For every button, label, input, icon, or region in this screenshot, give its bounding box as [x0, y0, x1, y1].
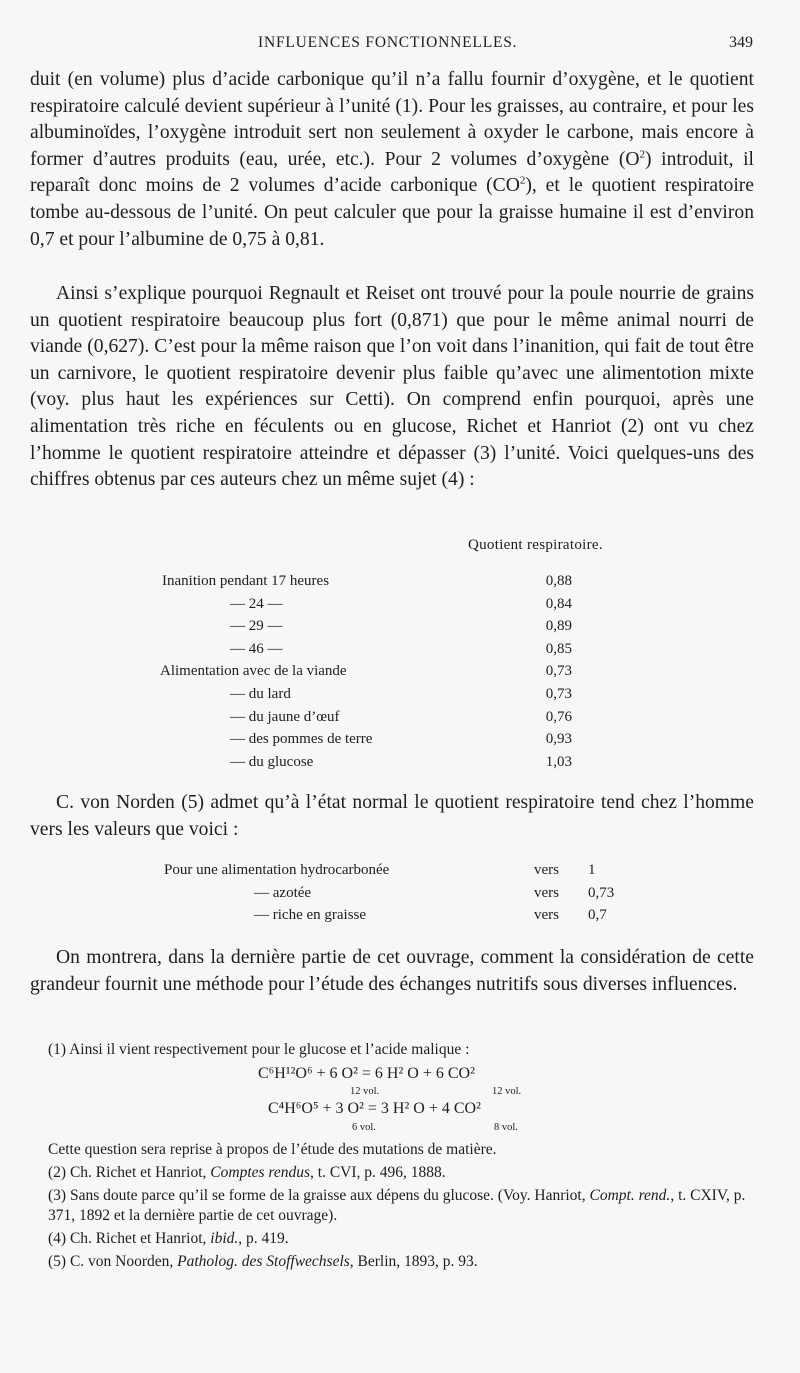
fn4-b: , p. 419. — [238, 1230, 289, 1247]
fn4-title: ibid. — [210, 1230, 239, 1247]
paragraph-2: Ainsi s’explique pourquoi Regnault et Reiset ont trouvé pour la poule nourrie de grains un quotient respiratoire beaucoup plus fort (0,871) que pour le même animal nourri de viande (0,627). C’est pour la même raison que l’on voit dans l’inanition, qui fait de tout être un carnivore, le quotient respiratoire devenir plus faible qu’avec une alimentotion mixte (voy. plus haut les expériences sur Cetti). On comprend enfin pourquoi, après une alimentation très riche en féculents ou en glucose, Richet et Hanriot (2) ont vu chez l’homme le quotient respiratoire atteindre et dépasser (3) l’unité. Voici quelques-uns des chiffres obtenus par ces auteurs chez un même sujet (4) : — [30, 283, 754, 491]
norden-table — [164, 862, 634, 930]
row-value: 0,7 — [588, 907, 607, 924]
equation-malic: C⁴H⁶O⁵ + 3 O² = 3 H² O + 4 CO² — [268, 1100, 481, 1117]
equation-glucose-vol-a: 12 vol. — [350, 1086, 380, 1097]
paragraph-3: C. von Norden (5) admet qu’à l’état normal le quotient respiratoire tend chez l’homme vers les valeurs que voici : — [30, 792, 754, 840]
row-label: — du lard — [230, 685, 291, 702]
footnote-1: (1) Ainsi il vient respectivement pour le glucose et l’acide malique : — [48, 1041, 470, 1058]
p1-sup-1: 2 — [639, 148, 646, 161]
row-verb: vers — [534, 884, 559, 901]
p1-part-1: duit (en volume) plus d’acide carbonique qu’il n’a fallu fournir d’oxygène, et le quotient respiratoire calculé devient supérieur à l’unité (1). Pour les graisses, au contraire, et pour les albuminoïdes, l’oxygène introduit sert non seulement à oxyder le carbone, mais encore à former d’autres produits (eau, urée, etc.). Pour 2 volumes d’oxygène (O — [30, 69, 754, 170]
row-label: — 46 — — [230, 640, 283, 657]
quotient-column-label: Quotient respiratoire. — [468, 537, 603, 553]
row-verb: vers — [534, 907, 559, 924]
row-label: — 24 — — [230, 595, 283, 612]
fn5-a: (5) C. von Noorden, — [48, 1253, 178, 1270]
row-value: 1 — [588, 862, 596, 878]
quotient-table — [150, 573, 580, 776]
footnote-5 — [48, 1252, 760, 1272]
fn3-a: (3) Sans doute parce qu’il se forme de la graisse aux dépens du glucose. (Voy. Hanriot, — [48, 1187, 590, 1204]
fn2-a: (2) Ch. Richet et Hanriot, — [48, 1164, 211, 1181]
row-label: — 29 — — [230, 618, 283, 635]
p1-part-3: ), et le quotient respiratoire tombe au-dessous de l’unité. On peut calculer que pour la graisse humaine il est d’environ 0,7 et pour l’albumine de 0,75 à 0,81. — [30, 175, 754, 250]
row-value: 0,73 — [545, 663, 572, 680]
fn5-title: Patholog. des Stoffwechsels — [177, 1253, 350, 1270]
table-row — [150, 731, 580, 754]
paragraph-4: On montrera, dans la dernière partie de cet ouvrage, comment la considération de cette grandeur fournit une méthode pour l’étude des échanges nutritifs sous diverses influences. — [30, 947, 754, 995]
fn5-b: , Berlin, 1893, p. 93. — [349, 1253, 478, 1270]
running-header — [0, 34, 800, 56]
footnote-2 — [48, 1163, 760, 1183]
row-label: — du glucose — [230, 753, 314, 770]
footnotes-cont — [48, 1140, 760, 1275]
row-value: 0,73 — [588, 884, 615, 901]
row-label: — des pommes de terre — [230, 731, 373, 748]
paragraph-1 — [30, 67, 754, 253]
row-value: 0,76 — [545, 708, 572, 725]
row-label: Inanition pendant 17 heures — [162, 573, 330, 589]
page-number: 349 — [729, 34, 753, 51]
fn3-title: Compt. rend. — [589, 1187, 671, 1204]
table-row — [150, 754, 580, 777]
table-row — [164, 885, 634, 908]
row-label: — riche en graisse — [254, 907, 367, 924]
row-label: — azotée — [254, 884, 312, 901]
fn2-title: Comptes rendus — [210, 1164, 311, 1181]
row-value: 0,93 — [545, 731, 572, 748]
equation-malic-vol-a: 6 vol. — [352, 1122, 376, 1133]
row-verb: vers — [534, 862, 559, 878]
table-row — [164, 907, 634, 930]
header-title: INFLUENCES FONCTIONNELLES. — [258, 34, 518, 51]
p1-part-2: ) introduit, il reparaît donc moins de 2 volumes d’acide carbonique (CO — [30, 148, 754, 197]
table-row — [150, 618, 580, 641]
row-value: 0,89 — [545, 618, 572, 635]
row-value: 0,88 — [545, 573, 572, 589]
fn2-b: , t. CVI, p. 496, 1888. — [310, 1164, 446, 1181]
p1-sup-2: 2 — [519, 174, 526, 187]
table-row — [150, 663, 580, 686]
footnote-4 — [48, 1229, 760, 1249]
table-row — [150, 641, 580, 664]
table-row — [150, 596, 580, 619]
equation-glucose-vol-b: 12 vol. — [492, 1086, 522, 1097]
table-row — [150, 686, 580, 709]
row-value: 0,85 — [545, 640, 572, 657]
table-row — [164, 862, 634, 885]
equation-glucose: C⁶H¹²O⁶ + 6 O² = 6 H² O + 6 CO² — [258, 1065, 475, 1082]
row-label: Pour une alimentation hydrocarbonée — [164, 862, 390, 878]
row-value: 1,03 — [545, 753, 572, 770]
table-row — [150, 573, 580, 596]
footnote-1-end: Cette question sera reprise à propos de l’étude des mutations de matière. — [48, 1141, 497, 1158]
equation-malic-vol-b: 8 vol. — [494, 1122, 518, 1133]
footnotes — [48, 1040, 760, 1063]
row-value: 0,84 — [545, 595, 572, 612]
row-label: Alimentation avec de la viande — [160, 663, 347, 680]
fn3-b: , t. CXIV, p. 371, 1892 et la dernière partie de cet ouvrage). — [48, 1187, 746, 1224]
footnote-3 — [48, 1186, 760, 1226]
table-row — [150, 709, 580, 732]
row-label: — du jaune d’œuf — [230, 708, 340, 725]
fn4-a: (4) Ch. Richet et Hanriot, — [48, 1230, 211, 1247]
row-value: 0,73 — [545, 685, 572, 702]
